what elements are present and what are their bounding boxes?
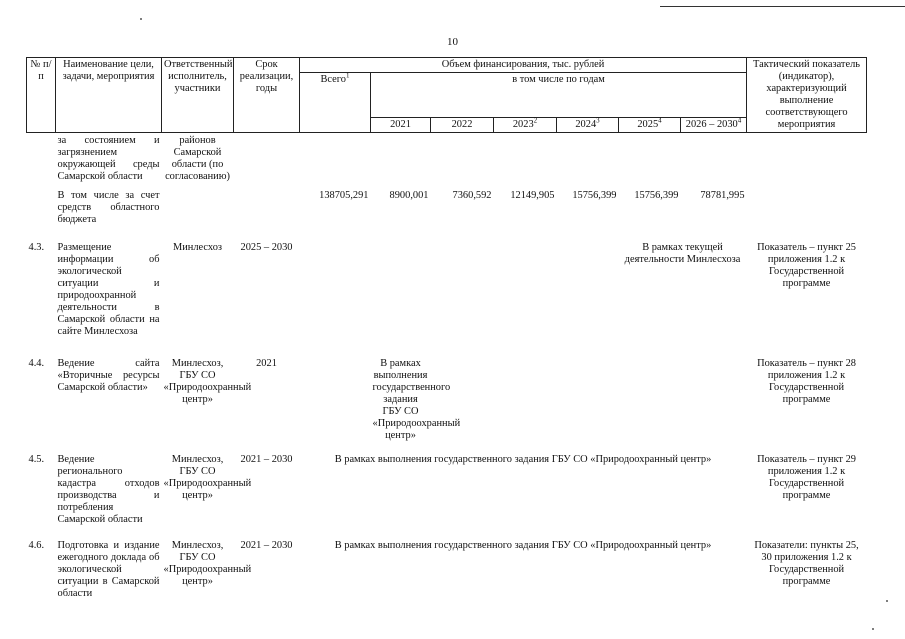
cell-indicator: Показатель – пункт 28 приложения 1.2 к Государственной программе [757,358,856,405]
col-header-2025: 2025$^4$ [619,118,681,133]
col-header-2024: 2024$^3$ [557,118,619,133]
cell-funding: В рамках выполнения государственного задания ГБУ СО «Природоохранный центр» [372,358,461,441]
scan-speck [140,18,142,20]
financing-table [26,57,867,600]
cell-indicator: Показатели: пункты 25, 30 приложения 1.2 к Государственной программе [754,540,859,587]
cell-responsible: Минлесхоз, ГБУ СО «Природоохранный центр» [163,358,252,405]
col-header-indicator: Тактический показатель (индикатор), характеризующий выполнение соответствующего мероприятия [747,58,867,133]
cell-indicator: Показатель – пункт 29 приложения 1.2 к Государственной программе [757,454,856,501]
table-row-4-4 [27,352,867,452]
col-header-num: № п/п [27,58,56,133]
cell-2022: 7360,592 [452,190,492,201]
col-header-responsible: Ответственный исполнитель, участники [162,58,234,133]
header-row-1 [27,58,867,73]
cell-period: 2021 – 2030 [240,540,293,551]
cell-responsible: районов Самарской области (по согласованию) [165,135,230,182]
cell-responsible: Минлесхоз, ГБУ СО «Природоохранный центр» [163,454,252,501]
col-header-2021: 2021 [371,118,431,133]
col-header-2022: 2022 [431,118,494,133]
col-header-name: Наименование цели, задачи, мероприятия [56,58,162,133]
col-header-funding: Объем финансирования, тыс. рублей [300,58,747,73]
table-row-4-3 [27,236,867,352]
cell-2021: 8900,001 [389,190,429,201]
cell-name: Ведение сайта «Вторичные ресурсы Самарской области» [57,358,160,393]
cell-name: Подготовка и издание ежегодного доклада об экологической ситуации в Самарской области [57,540,160,599]
col-header-2026-2030: 2026 – 2030$^4$ [681,118,747,133]
col-header-by-years: в том числе по годам [371,73,747,118]
cell-funding: В рамках текущей деятельности Минлесхоза [624,242,741,265]
scan-speck [872,628,874,630]
cell-num: 4.6. [28,540,45,551]
col-header-period: Срок реализации, годы [234,58,300,133]
cell-2023: 12149,905 [510,190,555,201]
cell-period: 2021 [256,358,277,369]
table-row-budget [27,183,867,236]
cell-responsible: Минлесхоз, ГБУ СО «Природоохранный центр» [163,540,252,587]
table-row-continuation [27,133,867,184]
top-rule [660,6,905,7]
cell-total: 138705,291 [319,190,369,201]
cell-period: 2025 – 2030 [240,242,293,253]
table-row-4-5 [27,452,867,538]
cell-name: Размещение информации об экологической ситуации и природоохранной деятельности в Самарской области на сайте Минлесхоза [57,242,160,337]
cell-period: 2021 – 2030 [240,454,293,465]
cell-name: за состоянием и загрязнением окружающей среды Самарской области [57,135,160,182]
cell-name: В том числе за счет средств областного бюджета [57,190,160,225]
cell-name: Ведение регионального кадастра отходов производства и потребления Самарской области [57,454,160,525]
cell-2024: 15756,399 [572,190,617,201]
cell-responsible: Минлесхоз [173,242,222,253]
cell-funding: В рамках выполнения государственного задания ГБУ СО «Природоохранный центр» [334,454,712,465]
cell-indicator: Показатель – пункт 25 приложения 1.2 к Государственной программе [757,242,856,289]
cell-num: 4.4. [28,358,45,369]
col-header-2023: 2023$^2$ [494,118,557,133]
col-header-total: Всего$^1$ [300,73,371,133]
scan-speck [886,600,888,602]
cell-num: 4.5. [28,454,45,465]
cell-2026-2030: 78781,995 [700,190,745,201]
cell-funding: В рамках выполнения государственного задания ГБУ СО «Природоохранный центр» [334,540,712,551]
cell-2025: 15756,399 [634,190,679,201]
page-number: 10 [447,36,458,48]
cell-num: 4.3. [28,242,45,253]
table-row-4-6 [27,538,867,600]
